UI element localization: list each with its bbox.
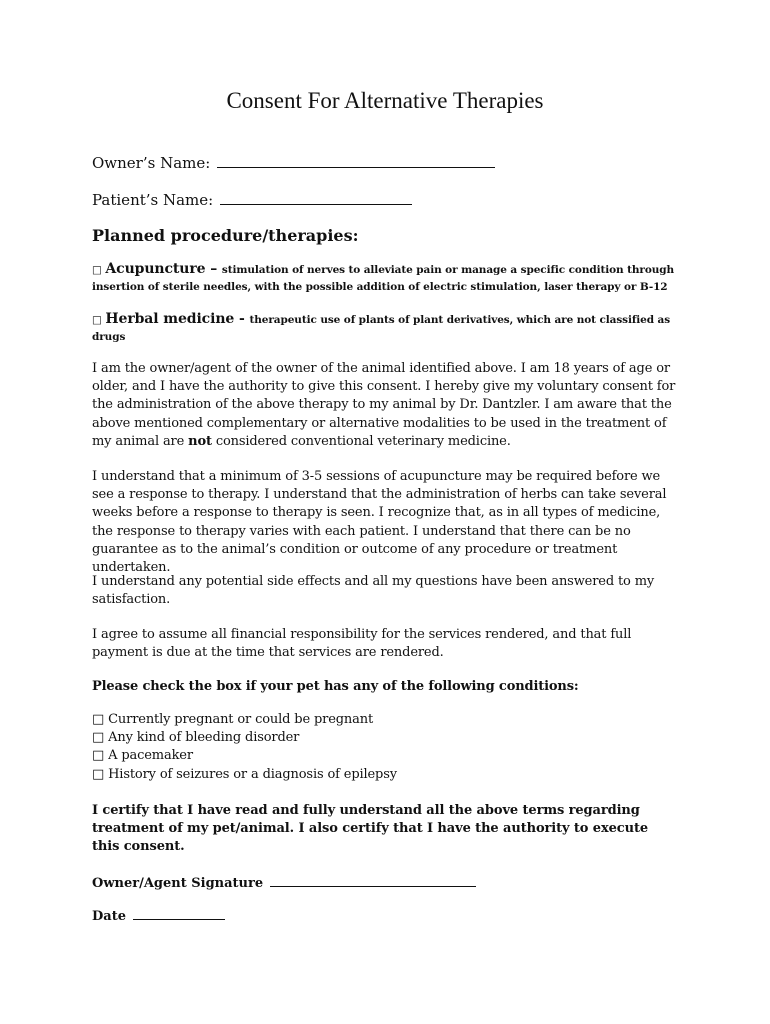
therapy-acupuncture — [92, 261, 676, 296]
checkbox-icon[interactable]: □ — [92, 748, 105, 764]
checkbox-icon[interactable]: □ — [92, 766, 105, 782]
planned-therapies-heading: Planned procedure/therapies: — [92, 226, 359, 245]
page-title: Consent For Alternative Therapies — [226, 88, 544, 113]
list-item — [92, 747, 397, 765]
condition-label: History of seizures or a diagnosis of epilepsy — [108, 766, 397, 782]
conditions-heading: Please check the box if your pet has any of the following conditions: — [92, 679, 579, 694]
therapy-description: therapeutic use of plants of plant derivatives, which are not classified as drugs — [92, 314, 671, 343]
list-item — [92, 729, 397, 747]
checkbox-icon[interactable]: □ — [92, 264, 102, 276]
therapy-description: stimulation of nerves to alleviate pain or manage a specific condition through insertion of sterile needles, with the possible addition of electric stimulation, laser therapy or B-12 — [92, 264, 675, 293]
list-item — [92, 711, 397, 729]
paragraph-text: I am the owner/agent of the owner of the animal identified above. I am 18 years of age or older, and I have the authority to give this consent. I hereby give my voluntary consent for the administration of the above therapy to my animal by Dr. Dantzler. I am aware that the above mentioned complementary or alternative modalities to be used in the treatment of my animal are — [92, 361, 676, 449]
checkbox-icon[interactable]: □ — [92, 730, 105, 746]
checkbox-icon[interactable]: □ — [92, 712, 105, 727]
signature-label: Owner/Agent Signature — [92, 876, 264, 891]
owner-consent-paragraph — [92, 360, 684, 451]
checkbox-icon[interactable]: □ — [92, 314, 102, 326]
patient-name-field — [92, 189, 412, 210]
therapy-name: Acupuncture — [105, 261, 206, 277]
therapy-separator: - — [234, 311, 250, 327]
certify-statement: I certify that I have read and fully understand all the above terms regarding treatment of my pet/animal. I also certify that I have the authority to execute this consent. — [92, 803, 649, 855]
condition-label: Any kind of bleeding disorder — [108, 730, 300, 746]
owner-name-blank-line[interactable] — [217, 152, 495, 168]
therapy-separator: – — [205, 261, 222, 277]
signature-blank-line[interactable] — [270, 873, 476, 887]
financial-paragraph: I agree to assume all financial responsibility for the services rendered, and that full payment is due at the time that services are rendered. — [92, 627, 632, 661]
side-effects-paragraph: I understand any potential side effects and all my questions have been answered to my satisfaction. — [92, 574, 655, 608]
condition-label: A pacemaker — [108, 748, 193, 764]
date-blank-line[interactable] — [133, 906, 225, 920]
sessions-paragraph: I understand that a minimum of 3-5 sessions of acupuncture may be required before we see a response to therapy. I understand that the administration of herbs can take several weeks before a response to therapy is seen. I recognize that, as in all types of medicine, the response to therapy varies with each patient. I understand that there can be no guarantee as to the animal’s condition or outcome of any procedure or treatment undertaken. — [92, 469, 667, 576]
condition-label: Currently pregnant or could be pregnant — [108, 712, 374, 727]
therapy-herbal-medicine — [92, 311, 676, 346]
paragraph-text: considered conventional veterinary medicine. — [211, 433, 511, 449]
owner-name-label: Owner’s Name: — [92, 154, 211, 172]
date-field — [92, 906, 225, 926]
patient-name-blank-line[interactable] — [220, 189, 412, 205]
list-item — [92, 766, 397, 784]
patient-name-label: Patient’s Name: — [92, 191, 214, 209]
conditions-list — [92, 711, 397, 784]
owner-name-field — [92, 152, 495, 173]
therapy-name: Herbal medicine — [105, 311, 235, 327]
paragraph-emphasis: not — [188, 433, 212, 449]
signature-field — [92, 873, 476, 893]
date-label: Date — [92, 909, 126, 924]
